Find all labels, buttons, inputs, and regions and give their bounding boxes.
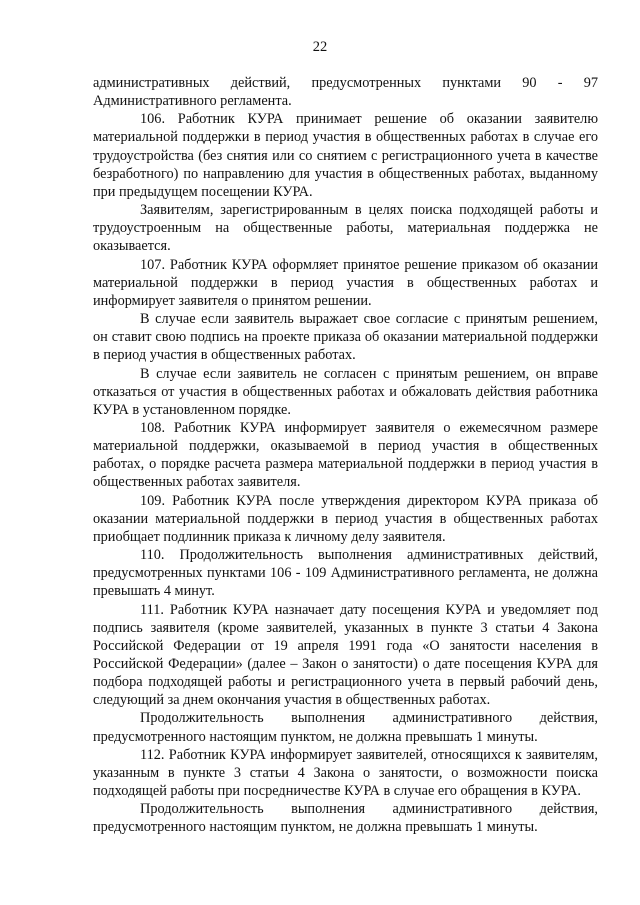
document-body	[93, 74, 598, 837]
paragraph-registered-applicants: Заявителям, зарегистрированным в целях поиска подходящей работы и трудоустроенным на общественные работы, материальная поддержка не оказывается.	[93, 202, 598, 255]
paragraph-item-107: 107. Работник КУРА оформляет принятое решение приказом об оказании материальной поддержки в период участия в общественных работах и информирует заявителя о принятом решении.	[93, 256, 598, 309]
paragraph-applicant-agrees: В случае если заявитель выражает свое согласие с принятым решением, он ставит свою подпись на проекте приказа об оказании материальной поддержки в период участия в общественных работах.	[93, 311, 598, 364]
paragraph-item-111: 111. Работник КУРА назначает дату посещения КУРА и уведомляет под подпись заявителя (кроме заявителей, указанных в пункте 3 статьи 4 Закона Российской Федерации от 19 апреля 1991 года «О занятости населения в Российской Федерации» (далее – Закон о занятости) о дате посещения КУРА для подбора подходящей работы и регистрационного учета в первый рабочий день, следующий за днем окончания участия в общественных работах.	[93, 601, 598, 709]
paragraph-duration-111: Продолжительность выполнения административного действия, предусмотренного настоящим пунктом, не должна превышать 1 минуты.	[93, 710, 598, 745]
paragraph-duration-112: Продолжительность выполнения административного действия, предусмотренного настоящим пунктом, не должна превышать 1 минуты.	[93, 801, 598, 836]
paragraph-item-106: 106. Работник КУРА принимает решение об оказании заявителю материальной поддержки в период участия в общественных работах в случае его трудоустройства (без снятия или со снятием с регистрационного учета в качестве безработного) по направлению для участия в общественных работах, выданному при предыдущем посещении КУРА.	[93, 111, 598, 200]
paragraph-item-108: 108. Работник КУРА информирует заявителя о ежемесячном размере материальной поддержки, оказываемой в период участия в общественных работах, о порядке расчета размера материальной поддержки в период участия в общественных работах заявителя.	[93, 419, 598, 491]
page-number: 22	[312, 39, 328, 55]
paragraph-continuation: административных действий, предусмотренных пунктами 90 - 97 Административного регламента.	[93, 75, 598, 110]
paragraph-item-109: 109. Работник КУРА после утверждения директором КУРА приказа об оказании материальной поддержки в период участия в общественных работах приобщает подлинник приказа к личному делу заявителя.	[93, 492, 598, 545]
paragraph-item-110: 110. Продолжительность выполнения административных действий, предусмотренных пунктами 106 - 109 Административного регламента, не должна превышать 4 минут.	[93, 547, 598, 600]
paragraph-applicant-disagrees: В случае если заявитель не согласен с принятым решением, он вправе отказаться от участия в общественных работах и обжаловать действия работника КУРА в установленном порядке.	[93, 365, 598, 418]
paragraph-item-112: 112. Работник КУРА информирует заявителей, относящихся к заявителям, указанным в пункте 3 статьи 4 Закона о занятости, о возможности поиска подходящей работы при посредничестве КУРА в случае его обращения в КУРА.	[93, 746, 598, 800]
